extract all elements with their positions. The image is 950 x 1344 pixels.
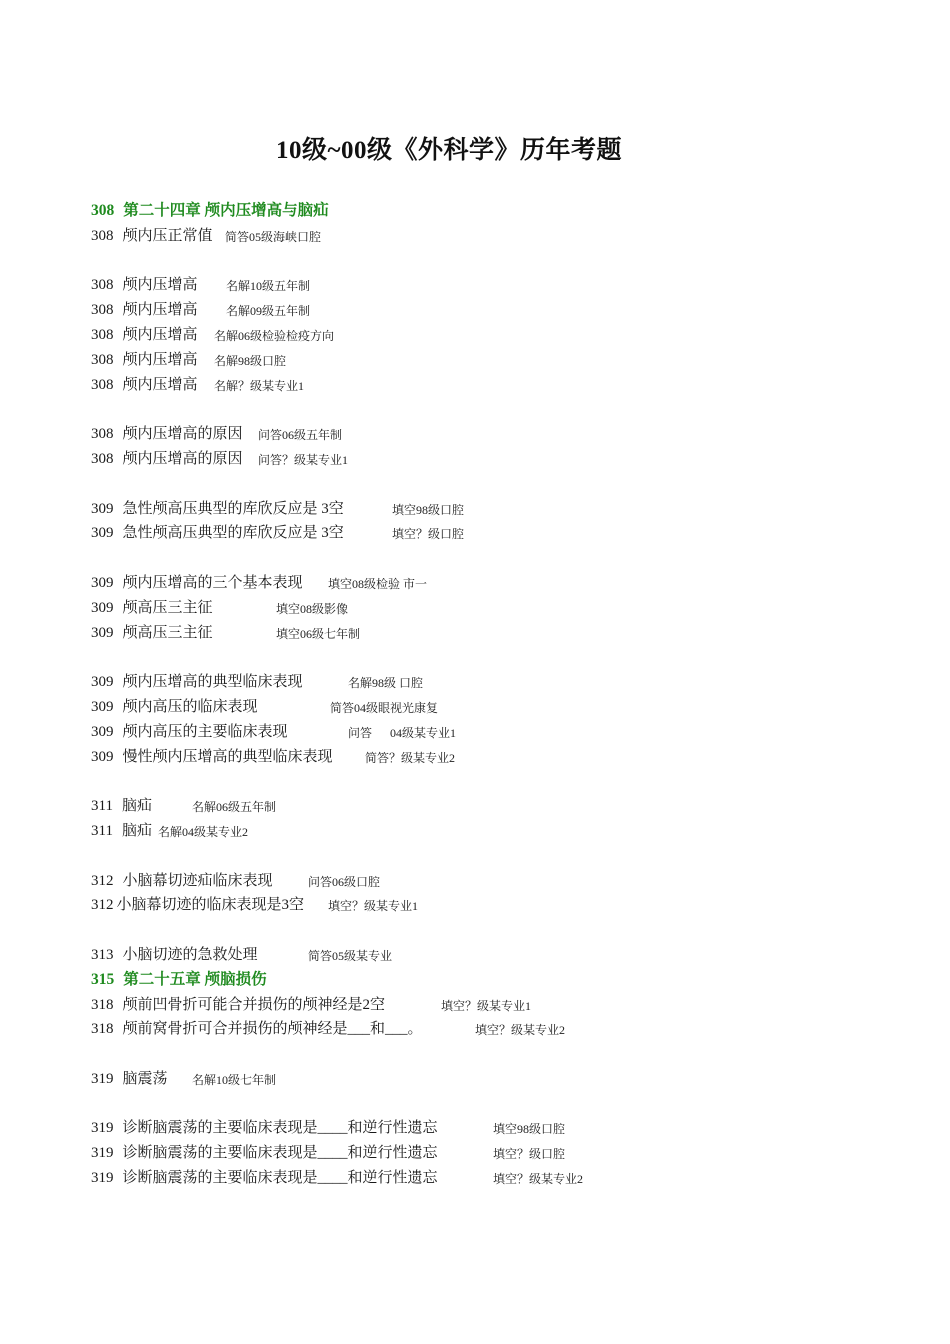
question-source-note: 填空？级某专业2 (493, 1172, 584, 1187)
question-text: 颅内压增高的典型临床表现 (122, 674, 303, 691)
question-text: 诊断脑震荡的主要临床表现是____和逆行性遗忘 (122, 1145, 438, 1162)
page-number: 308 (91, 450, 114, 467)
page-number: 309 (91, 698, 114, 715)
question-source-note: 填空？级口腔 (493, 1147, 566, 1162)
page-number: 309 (91, 599, 114, 616)
question-source-note: 简答？级某专业2 (365, 750, 456, 765)
question-line (91, 745, 911, 770)
blank-line (91, 472, 911, 497)
page-number: 311 (91, 822, 113, 839)
question-source-note: 名解10级七年制 (192, 1072, 277, 1087)
page-number: 318 (91, 996, 114, 1013)
question-line (91, 224, 911, 249)
question-source-note: 填空？级某专业1 (441, 998, 532, 1013)
question-line (91, 571, 911, 596)
question-list (91, 199, 911, 1191)
page-number: 309 (91, 500, 114, 517)
question-source-note: 填空08级检验 市一 (328, 576, 428, 591)
page-number: 308 (91, 227, 114, 244)
question-line (91, 273, 911, 298)
question-text: 小脑切迹的急救处理 (122, 946, 258, 963)
question-line (91, 596, 911, 621)
page-number: 308 (91, 376, 114, 393)
question-text: 颅内压增高 (122, 326, 198, 343)
page-number: 308 (91, 302, 114, 319)
question-line (91, 298, 911, 323)
question-source-note: 填空08级影像 (276, 601, 349, 616)
page-number: 309 (91, 574, 114, 591)
question-text: 急性颅高压典型的库欣反应是 3空 (122, 525, 344, 542)
question-source-note: 名解98级 口腔 (348, 676, 424, 691)
blank-line (91, 918, 911, 943)
page-number: 308 (91, 326, 114, 343)
chapter-title: 第二十四章 颅内压增高与脑疝 (123, 202, 329, 219)
blank-line (91, 645, 911, 670)
page-number: 319 (91, 1145, 114, 1162)
blank-line (91, 546, 911, 571)
question-line (91, 1067, 911, 1092)
question-text: 颅内高压的临床表现 (122, 698, 258, 715)
question-text: 颅内压增高的三个基本表现 (122, 574, 303, 591)
question-text: 诊断脑震荡的主要临床表现是____和逆行性遗忘 (122, 1120, 438, 1137)
question-line (91, 893, 911, 918)
question-source-note: 简答05级海峡口腔 (225, 229, 322, 244)
page-number: 308 (91, 202, 115, 219)
question-text: 颅内压增高 (122, 351, 198, 368)
page-number: 312 (91, 897, 114, 914)
page-number: 319 (91, 1120, 114, 1137)
question-line (91, 422, 911, 447)
question-text: 慢性颅内压增高的典型临床表现 (122, 748, 333, 765)
question-text: 脑疝 (121, 798, 152, 815)
page-number: 312 (91, 872, 114, 889)
question-text: 颅前窝骨折可合并损伤的颅神经是___和___。 (122, 1021, 423, 1038)
question-text: 颅高压三主征 (122, 599, 213, 616)
question-source-note: 填空98级口腔 (493, 1122, 566, 1137)
question-line (91, 373, 911, 398)
question-source-note: 填空？级口腔 (392, 527, 465, 542)
chapter-heading (91, 199, 911, 224)
question-text: 颅内压增高的原因 (122, 426, 243, 443)
question-line (91, 670, 911, 695)
question-source-note: 名解09级五年制 (226, 304, 311, 319)
question-source-note: 填空？级某专业2 (475, 1023, 566, 1038)
question-source-note: 填空？级某专业1 (328, 899, 419, 914)
question-source-note: 名解10级五年制 (226, 279, 311, 294)
page-number: 319 (91, 1070, 114, 1087)
question-source-note: 简答05级某专业 (308, 948, 393, 963)
blank-line (91, 1092, 911, 1117)
question-text: 颅内压增高 (122, 277, 198, 294)
question-line (91, 720, 911, 745)
page-number: 308 (91, 277, 114, 294)
question-source-note: 问答06级口腔 (308, 874, 381, 889)
page-number: 311 (91, 798, 113, 815)
question-source-note: 问答06级五年制 (258, 428, 343, 443)
page-number: 309 (91, 748, 114, 765)
question-line (91, 1017, 911, 1042)
blank-line (91, 769, 911, 794)
question-text: 颅内高压的主要临床表现 (122, 723, 288, 740)
page-number: 309 (91, 674, 114, 691)
question-line (91, 869, 911, 894)
page-number: 309 (91, 624, 114, 641)
question-source-note: 问答 04级某专业1 (348, 725, 457, 740)
question-text: 脑震荡 (122, 1070, 168, 1087)
question-text: 颅前凹骨折可能合并损伤的颅神经是2空 (122, 996, 386, 1013)
question-text: 颅内压增高 (122, 302, 198, 319)
question-line (91, 521, 911, 546)
question-text: 小脑幕切迹疝临床表现 (122, 872, 273, 889)
question-line (91, 1141, 911, 1166)
page-number: 313 (91, 946, 114, 963)
page-number: 309 (91, 723, 114, 740)
question-text: 急性颅高压典型的库欣反应是 3空 (122, 500, 344, 517)
chapter-heading (91, 968, 911, 993)
chapter-title: 第二十五章 颅脑损伤 (123, 970, 267, 988)
question-line (91, 819, 911, 844)
page-number: 315 (91, 970, 115, 988)
question-text: 颅内压增高的原因 (122, 450, 243, 467)
page-number: 319 (91, 1170, 114, 1187)
question-text: 诊断脑震荡的主要临床表现是____和逆行性遗忘 (122, 1170, 438, 1187)
question-line (91, 794, 911, 819)
question-source-note: 问答？级某专业1 (258, 452, 349, 467)
question-line (91, 993, 911, 1018)
question-text: 脑疝 (121, 822, 152, 839)
blank-line (91, 1042, 911, 1067)
page-number: 318 (91, 1021, 114, 1038)
question-text: 颅内压增高 (122, 376, 198, 393)
document-title: 10级~00级《外科学》历年考题 (275, 137, 622, 164)
question-source-note: 填空06级七年制 (276, 626, 361, 641)
question-line (91, 621, 911, 646)
question-text: 颅内压正常值 (122, 227, 213, 244)
question-source-note: 名解06级检验检疫方向 (214, 328, 335, 343)
question-source-note: 简答04级眼视光康复 (330, 700, 439, 715)
page-number: 308 (91, 426, 114, 443)
question-text: 颅高压三主征 (122, 624, 213, 641)
page-number: 308 (91, 351, 114, 368)
question-line (91, 695, 911, 720)
question-source-note: 名解98级口腔 (214, 353, 287, 368)
question-line (91, 348, 911, 373)
question-text: 小脑幕切迹的临床表现是3空 (116, 897, 305, 914)
question-line (91, 943, 911, 968)
question-line (91, 497, 911, 522)
question-line (91, 1166, 911, 1191)
blank-line (91, 844, 911, 869)
blank-line (91, 249, 911, 274)
question-line (91, 323, 911, 348)
page-number: 309 (91, 525, 114, 542)
question-source-note: 名解？级某专业1 (214, 378, 305, 393)
question-source-note: 名解04级某专业2 (158, 824, 249, 839)
question-source-note: 填空98级口腔 (392, 502, 465, 517)
question-source-note: 名解06级五年制 (192, 800, 277, 815)
blank-line (91, 397, 911, 422)
question-line (91, 447, 911, 472)
question-line (91, 1116, 911, 1141)
